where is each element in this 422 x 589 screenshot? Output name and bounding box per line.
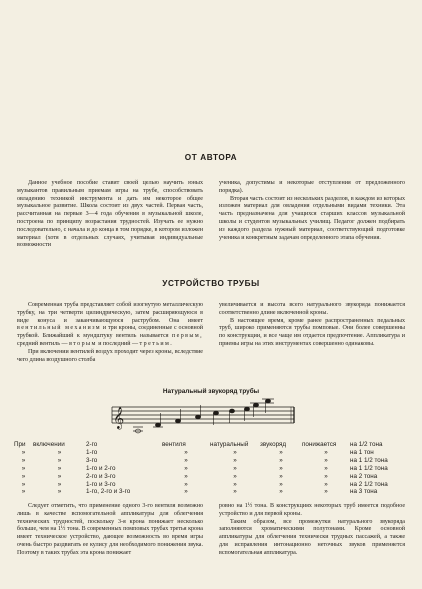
ditto-mark: » [233,480,237,488]
table-row [14,465,414,473]
spaced-term: вторым [69,340,97,347]
section-title-from-author: ОТ АВТОРА [184,153,238,162]
ditto-mark: » [324,456,328,464]
table-cell: включении [33,441,65,448]
table-cell: на 1 1/2 тона [350,464,388,472]
section-title-trumpet-construction: УСТРОЙСТВО ТРУБЫ [162,279,260,288]
ditto-mark: » [57,456,62,464]
table-row [14,441,414,449]
ditto-mark: » [184,464,188,472]
ditto-mark: » [233,456,237,464]
paragraph: увеличивается и высота всего натурального звукоряда понижается соответственно длине включенной кроны. [219,302,405,316]
ditto-mark: » [324,488,328,496]
paragraph: Таким образом, все промежутки натурального звукоряда заполняются хроматическими полутонами. Кроме основной аппликатуры для облегчения технически трудных пассажей, а также для исправления интонационно неточных звуков применяется вспомогательная аппликатура. [219,518,405,556]
ditto-mark: » [184,472,188,480]
paragraph: Данное учебное пособие ставит своей целью научить юных музыкантов правильным приемам игры на трубе, способствовать овладению техникой инструмента и дать им некоторое общее музыкальное развитие. Школа состоит из двух частей. Первая часть, рассчитанная на первые 3—4 года обучения в музыкальной школе, построена по принципу возрастания трудностей. Изучать ее нужно последовательно, с начала и до конца в том порядке, в котором изложен материал (хотя в отдельных случаях, учитывая индивидуальные возможности [17,180,203,249]
ditto-mark: » [279,456,283,464]
treble-clef-icon: 𝄞 [113,407,125,429]
ditto-mark: » [184,456,188,464]
ditto-mark: » [184,488,188,496]
ditto-mark: » [233,464,237,472]
table-cell: 2-го и 3-го [86,472,116,480]
ditto-mark: » [324,464,328,472]
ditto-mark: » [279,488,283,496]
table-row [14,449,414,457]
ditto-mark: » [184,448,188,456]
ditto-mark: » [324,472,328,480]
table-row [14,473,414,481]
table-cell: вентиля [162,441,186,448]
spaced-term: третьим. [139,340,174,347]
table-row [14,457,414,465]
text-run: и три кроны, соединенные с основной трубкой. Ближайший к мундштуку вентиль называется [17,325,204,340]
note-head [175,419,180,423]
table-cell: понижается [302,441,337,448]
ditto-mark: » [279,480,283,488]
ditto-mark: » [233,488,237,496]
ditto-mark: » [233,472,237,480]
ditto-mark: » [233,448,237,456]
table-row [14,481,414,489]
note-head [155,423,160,427]
ditto-mark: » [279,448,283,456]
note-head [265,399,270,403]
ditto-mark: » [57,488,62,496]
table-cell: звукоряд [260,441,287,448]
ditto-mark: » [57,480,62,488]
table-row [14,488,414,496]
paragraph: Вторая часть состоит из нескольких разделов, в каждом из которых изложен материал для овладения отдельными видами техники. Эта часть предназначена для учащихся старших классов музыкальной школы и студентов музыкальных училищ. Педагог должен подбирать из каждого раздела нужный материал, соответствующий подготовке ученика и конкретным задачам определенного этапа обучения. [219,195,405,241]
valve-lowering-table [14,441,414,496]
ditto-mark: » [324,480,328,488]
figure-caption: Натуральный звукоряд трубы [162,388,260,395]
spaced-term: первым, [172,333,204,340]
ditto-mark: » [324,448,328,456]
ditto-mark: » [279,472,283,480]
ditto-mark: » [57,464,62,472]
note-head [244,407,249,411]
table-cell: 1-го и 2-го [86,464,116,472]
paragraph: ученика, допустимы и некоторые отступления от предложенного порядка). [219,180,405,194]
paragraph: ровно на 1½ тона. В конструкциях некоторых труб имеется подобное устройство и для первой кроны. [219,503,405,517]
paragraph: В настоящее время, кроме ранее распространенных педальных труб, широко применяются трубы помповые. Они более совершенны по конструкции, и все чаще им отдается предпочтение. Аппликатура и приемы игры на этих инструментах совершенно одинаковы. [219,317,405,347]
text-run: средний вентиль — [17,340,68,347]
paragraph: Следует отметить, что применение одного 3-го вентиля возможно лишь в качестве вспомогательной аппликатуры для облегчения технических трудностей, поскольку 3-я крона понижает несколько больше, чем на 1½ тона. В современных помповых трубах третья крона имеет техническое устройство, дающее возможность во время игры очень быстро раздвигать ее кулису для необходимого понижения звука. Поэтому в таких трубах эта крона понижает [17,503,203,556]
ditto-mark: » [21,456,26,464]
table-cell: При [14,441,26,448]
table-cell: на 2 тона [350,472,378,480]
ditto-mark: » [21,464,26,472]
table-cell: на 1 1/2 тона [350,456,388,464]
table-cell: 1-го и 3-го [86,480,116,488]
ditto-mark: » [57,448,62,456]
note-head [213,411,218,415]
ditto-mark: » [21,480,26,488]
table-cell: на 2 1/2 тона [350,480,388,488]
table-cell: на 3 тона [350,488,378,496]
table-cell: 3-го [86,456,98,464]
note-head [253,403,258,407]
table-cell: 1-го, 2-го и 3-го [86,488,131,496]
table-cell: натуральный [210,441,249,448]
ditto-mark: » [57,472,62,480]
ditto-mark: » [21,448,26,456]
note-column-right [219,503,405,558]
ditto-mark: » [21,472,26,480]
note-column-left [17,503,203,558]
ditto-mark: » [21,488,26,496]
note-head [195,415,200,419]
spaced-term: вентильный механизм [17,325,102,332]
paragraph: При включении вентилей воздух проходит через кроны, вследствие чего длина воздушного столба [17,348,203,363]
text-run: Современная труба представляет собой изогнутую металлическую трубку, на три четверти цилиндрическую, затем расширяющуюся в виде конуса и заканчивающуюся раструбом. Она имеет [17,302,203,324]
note-head [229,409,234,413]
ditto-mark: » [279,464,283,472]
table-cell: 2-го [86,441,98,448]
table-cell: на 1 тон [350,448,374,456]
table-cell: на 1/2 тона [350,441,383,448]
text-run: и последний — [98,340,139,347]
ditto-mark: » [184,480,188,488]
table-cell: 1-го [86,448,98,456]
